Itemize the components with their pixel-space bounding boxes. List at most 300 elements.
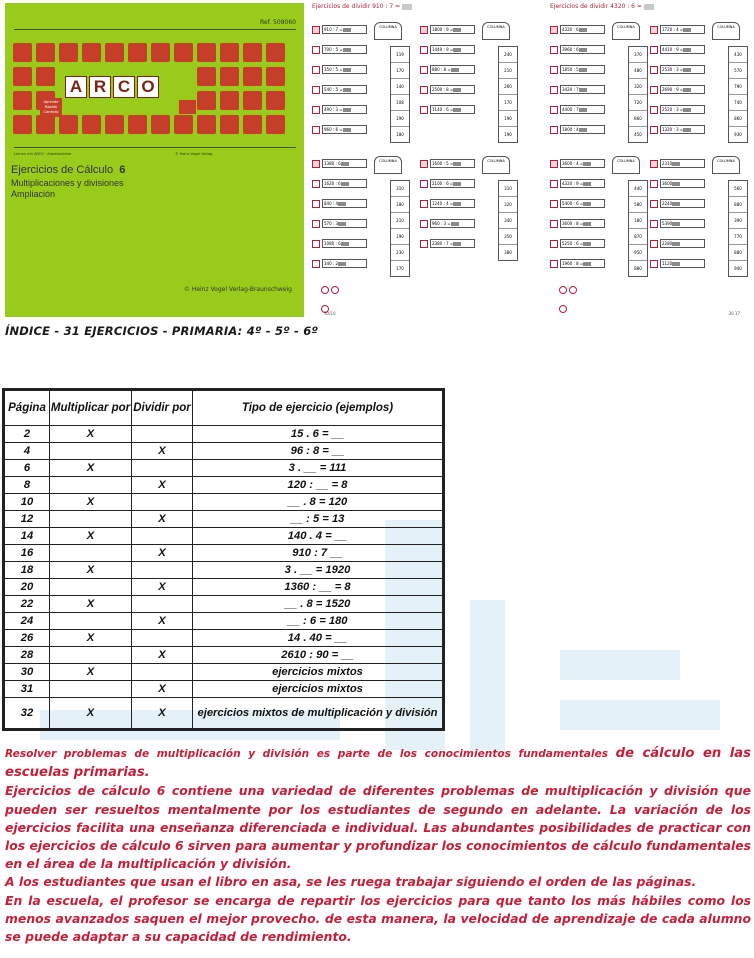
cover-tile: [13, 67, 32, 86]
exercise-number: [650, 66, 658, 74]
answer-cell: 119: [391, 47, 409, 63]
cover-tile: [128, 115, 147, 134]
cover-tile: [197, 43, 216, 62]
description: [5, 744, 751, 946]
header-multiplicar: Multiplicar por: [50, 391, 132, 426]
table-row: [5, 681, 443, 698]
answer-cell: 170: [396, 266, 404, 271]
table-row: [5, 545, 443, 562]
cell-multiplicar: X: [50, 664, 132, 681]
cell-multiplicar: X: [50, 494, 132, 511]
cell-dividir: [132, 494, 193, 511]
answer-cell: 380: [504, 250, 512, 255]
watermark-bar-3: [560, 650, 680, 680]
answer-cell: 180: [396, 132, 404, 137]
cover-tile: [105, 115, 124, 134]
exercise-equation: 2380 : 7 =: [430, 239, 475, 248]
cover-tile: [197, 67, 216, 86]
cell-tipo: 3 . __ = 1920: [193, 562, 443, 579]
exercise-number: [420, 86, 428, 94]
cover-tile: [82, 43, 101, 62]
worksheet-page-right: [548, 0, 754, 318]
header-pagina: Página: [5, 391, 50, 426]
cover-tile: [197, 91, 216, 110]
answer-cell: 140: [391, 79, 409, 95]
exercise-equation: 880 : 8 =: [430, 65, 475, 74]
exercise-equation: 350 : 5 =: [322, 65, 367, 74]
exercise-equation: 490 : 3 =: [322, 105, 367, 114]
answer-column: [728, 180, 748, 277]
answer-cell: 350: [499, 229, 517, 245]
header-dividir: Dividir por: [132, 391, 193, 426]
cell-pagina: 26: [5, 630, 50, 647]
cell-pagina: 18: [5, 562, 50, 579]
exercise-equation: 2500 : 8 =: [430, 85, 475, 94]
answer-cell: 210: [499, 63, 517, 79]
cell-pagina: 24: [5, 613, 50, 630]
cell-multiplicar: [50, 647, 132, 664]
cell-tipo: 1360 : __ = 8: [193, 579, 443, 596]
table-row: [5, 579, 443, 596]
cover-tile: [243, 67, 262, 86]
answer-cell: 930: [734, 132, 742, 137]
cover-tile: [266, 67, 285, 86]
answer-cell: 740: [729, 95, 747, 111]
description-paragraph: A los estudiantes que usan el libro en asa, se les ruega trabajar siguiendo el orden de las páginas.: [5, 874, 697, 890]
exercise-number: [550, 86, 558, 94]
watermark-bar-4: [560, 700, 720, 730]
cell-tipo: 3 . __ = 111: [193, 460, 443, 477]
cell-pagina: 12: [5, 511, 50, 528]
cell-multiplicar: [50, 545, 132, 562]
cell-multiplicar: X: [50, 630, 132, 647]
table-row: [5, 477, 443, 494]
publisher-logo-icon: [179, 100, 196, 114]
table-header-row: [5, 391, 443, 426]
answer-cell: 950: [629, 245, 647, 261]
exercise-number: [650, 220, 658, 228]
answer-column: [390, 46, 410, 143]
exercise-equation: 1960 : 8 =: [560, 259, 605, 268]
table-row: [5, 528, 443, 545]
cover-title: Ejercicios de Cálculo 6: [11, 164, 126, 176]
exercise-number: [550, 46, 558, 54]
answer-cell: 320: [499, 197, 517, 213]
exercise-equation: 3600: [660, 179, 705, 188]
answer-column: [728, 46, 748, 143]
cell-dividir: [132, 562, 193, 579]
answer-cell: 230: [391, 245, 409, 261]
cell-dividir: X: [132, 698, 193, 729]
exercise-equation: 1720 : 4 =: [660, 25, 705, 34]
exercise-number: [312, 200, 320, 208]
exercise-equation: 1320 : 3 =: [660, 125, 705, 134]
cell-tipo: ejercicios mixtos de multiplicación y división: [193, 698, 443, 729]
exercise-number: [312, 240, 320, 248]
cell-tipo: 15 . 6 = __: [193, 426, 443, 443]
arco-letter: A: [65, 76, 87, 98]
answer-cell: 870: [629, 229, 647, 245]
answer-cell: 770: [729, 229, 747, 245]
exercise-equation: 5250 : 6 =: [560, 239, 605, 248]
cover-tile: [13, 91, 32, 110]
cell-tipo: __ : 5 = 13: [193, 511, 443, 528]
exercise-equation: 1140 : 6 =: [430, 105, 475, 114]
exercise-number: [650, 26, 658, 34]
cell-multiplicar: [50, 681, 132, 698]
answer-cell: 940: [734, 266, 742, 271]
cell-pagina: 10: [5, 494, 50, 511]
exercise-number: [312, 86, 320, 94]
cover-tile: [36, 115, 55, 134]
cell-dividir: X: [132, 613, 193, 630]
exercise-equation: 5390: [660, 219, 705, 228]
cell-multiplicar: X: [50, 596, 132, 613]
table-row: [5, 443, 443, 460]
exercise-equation: 2690 : 9 =: [660, 85, 705, 94]
exercise-number: [550, 160, 558, 168]
arco-letter: O: [137, 76, 159, 98]
cover-tile: [174, 115, 193, 134]
cell-tipo: ejercicios mixtos: [193, 681, 443, 698]
exercise-number: [550, 220, 558, 228]
cover-tile: [220, 43, 239, 62]
exercise-number: [420, 106, 428, 114]
exercise-number: [550, 240, 558, 248]
exercise-equation: 3960 : 6: [560, 45, 605, 54]
answer-column: [628, 46, 648, 143]
cover-tiny-left: Lernen mit ARCO · Arbeitsbücher: [14, 152, 72, 156]
cover-tile: [266, 91, 285, 110]
column-title: COLUMNA: [482, 22, 510, 40]
cover-tile: [220, 67, 239, 86]
answer-cell: 880: [729, 197, 747, 213]
exercise-number: [550, 200, 558, 208]
cell-tipo: 910 : 7 __: [193, 545, 443, 562]
column-title: COLUMNA: [612, 156, 640, 174]
answer-cell: 560: [729, 181, 747, 197]
cell-dividir: X: [132, 545, 193, 562]
cell-dividir: X: [132, 681, 193, 698]
description-paragraph: En la escuela, el profesor se encarga de repartir los ejercicios para que tanto los más hábiles como los menos avanzados saquen el mejor provecho. de esta manera, la velocidad de aprendizaje de cada alumno se puede adaptar a su capacidad de rendimiento.: [5, 892, 751, 945]
cover-divider-mid: [14, 147, 296, 148]
exercise-equation: 1380 : 6: [322, 159, 367, 168]
cover-tile: [13, 43, 32, 62]
cell-pagina: 14: [5, 528, 50, 545]
exercise-equation: 960 : 3 =: [430, 219, 475, 228]
exercise-number: [312, 260, 320, 268]
table-row: [5, 647, 443, 664]
exercise-equation: 2530 : 3 =: [660, 65, 705, 74]
exercise-equation: 540 : 5 =: [322, 85, 367, 94]
cell-dividir: X: [132, 579, 193, 596]
exercise-equation: 3600 : 8 =: [560, 219, 605, 228]
cover-publisher: © Heinz Vogel Verlag-Braunschweig: [183, 286, 292, 293]
exercise-number: [650, 260, 658, 268]
exercise-number: [312, 160, 320, 168]
answer-cell: 570: [729, 63, 747, 79]
exercise-number: [650, 126, 658, 134]
table-row: [5, 511, 443, 528]
table-row: [5, 698, 443, 729]
exercise-number: [420, 160, 428, 168]
cover-tile: [197, 115, 216, 134]
cell-pagina: 16: [5, 545, 50, 562]
exercise-number: [420, 26, 428, 34]
exercise-equation: 4320 : 6: [560, 25, 605, 34]
exercise-equation: 2100 : 6 =: [430, 179, 475, 188]
table-row: [5, 562, 443, 579]
exercise-equation: 570 : 3: [322, 219, 367, 228]
answer-cell: 310: [391, 181, 409, 197]
answer-cell: 880: [634, 266, 642, 271]
exercise-equation: 2240: [660, 199, 705, 208]
cover-subtitle-2: Ampliación: [11, 189, 56, 199]
worksheet-footer: 30/10: [324, 311, 336, 316]
answer-cell: 370: [629, 47, 647, 63]
answer-cell: 240: [499, 47, 517, 63]
cell-dividir: X: [132, 647, 193, 664]
exercise-equation: 960 : 6 =: [322, 125, 367, 134]
answer-cell: 390: [729, 213, 747, 229]
cover-tile: [128, 43, 147, 62]
cell-tipo: 120 : __ = 8: [193, 477, 443, 494]
answer-cell: 450: [634, 132, 642, 137]
cell-multiplicar: [50, 579, 132, 596]
exercise-equation: 1080 : 6: [322, 239, 367, 248]
answer-cell: 480: [629, 63, 647, 79]
table-row: [5, 494, 443, 511]
cell-pagina: 28: [5, 647, 50, 664]
cell-multiplicar: X: [50, 698, 132, 729]
exercise-equation: 1120: [660, 259, 705, 268]
arco-letter: C: [113, 76, 135, 98]
cover-tile: [151, 43, 170, 62]
cell-dividir: [132, 630, 193, 647]
answer-cell: 860: [729, 111, 747, 127]
table-row: [5, 460, 443, 477]
exercise-equation: 4400 : 7: [560, 105, 605, 114]
decorative-ornament-icon: [320, 280, 344, 294]
exercise-number: [312, 180, 320, 188]
table-row: [5, 426, 443, 443]
arco-letter: R: [89, 76, 111, 98]
table-row: [5, 664, 443, 681]
description-intro: Resolver problemas de multiplicación y división es parte de los conocimientos fundamentales de cálculo en las escuelas primarias.: [5, 746, 752, 781]
cover-tile: [36, 43, 55, 62]
cell-multiplicar: X: [50, 528, 132, 545]
cover-divider-top: [14, 29, 296, 30]
table-row: [5, 630, 443, 647]
exercise-equation: 910 : 7 =: [322, 25, 367, 34]
cover-tile: [105, 43, 124, 62]
answer-cell: 180: [391, 197, 409, 213]
exercise-number: [420, 240, 428, 248]
cover-tile: [13, 115, 32, 134]
answer-cell: 790: [729, 79, 747, 95]
column-title: COLUMNA: [612, 22, 640, 40]
answer-cell: 190: [391, 111, 409, 127]
cell-dividir: [132, 426, 193, 443]
cell-tipo: __ . 8 = 1520: [193, 596, 443, 613]
answer-cell: 180: [629, 213, 647, 229]
cell-dividir: X: [132, 511, 193, 528]
cell-multiplicar: [50, 477, 132, 494]
cover-tile: [151, 115, 170, 134]
exercise-equation: 4410 : 9 =: [660, 45, 705, 54]
worksheet-footer: 30 17: [728, 311, 740, 316]
column-title: COLUMNA: [374, 156, 402, 174]
exercise-number: [550, 106, 558, 114]
cover-tile: [266, 115, 285, 134]
cell-tipo: __ . 8 = 120: [193, 494, 443, 511]
exercise-number: [550, 66, 558, 74]
exercise-number: [420, 66, 428, 74]
decorative-ornament-icon: [558, 280, 582, 294]
exercise-equation: 4320 : 9 =: [560, 179, 605, 188]
answer-cell: 430: [729, 47, 747, 63]
cell-pagina: 2: [5, 426, 50, 443]
answer-cell: 440: [629, 181, 647, 197]
exercise-number: [312, 126, 320, 134]
cell-multiplicar: [50, 511, 132, 528]
answer-cell: 190: [504, 132, 512, 137]
answer-cell: 720: [629, 95, 647, 111]
exercise-equation: 1620 : 6: [322, 179, 367, 188]
cell-pagina: 8: [5, 477, 50, 494]
table-row: [5, 596, 443, 613]
exercise-number: [312, 26, 320, 34]
cell-dividir: [132, 596, 193, 613]
cell-tipo: 2610 : 90 = __: [193, 647, 443, 664]
cell-multiplicar: [50, 613, 132, 630]
answer-cell: 170: [391, 63, 409, 79]
index-heading: ÍNDICE - 31 EJERCICIOS - PRIMARIA: 4º - 5º - 6º: [5, 324, 319, 338]
cover-tile: [220, 91, 239, 110]
exercise-equation: 2310: [660, 159, 705, 168]
exercise-number: [312, 220, 320, 228]
column-title: COLUMNA: [482, 156, 510, 174]
description-paragraph: Ejercicios de cálculo 6 contiene una variedad de diferentes problemas de multiplicación y división que pueden ser resueltos mentalmente por los estudiantes de segundo en adelante. La variación de los ejercicios facilita una enseñanza diferenciada e individual. Las abundantes posibilidades de practicar con los ejercicios de cálculo 6 sirven para aumentar y profundizar los conocimientos de cálculo fundamentales en el área de la multiplicación y división.: [5, 783, 751, 872]
exercise-number: [650, 160, 658, 168]
cell-pagina: 22: [5, 596, 50, 613]
cover-tiny-right: © Heinz Vogel Verlag: [175, 152, 213, 156]
answer-cell: 320: [629, 79, 647, 95]
cell-dividir: [132, 528, 193, 545]
exercise-number: [312, 46, 320, 54]
cover-badge: Aprende Rapido Correcto: [40, 98, 62, 117]
exercise-number: [650, 240, 658, 248]
exercise-equation: 1850 : 5: [560, 65, 605, 74]
cell-tipo: 14 . 40 = __: [193, 630, 443, 647]
answer-cell: 210: [391, 213, 409, 229]
cover-tile: [59, 115, 78, 134]
book-cover: [5, 3, 304, 317]
cell-pagina: 4: [5, 443, 50, 460]
cover-tile: [243, 115, 262, 134]
cell-multiplicar: X: [50, 460, 132, 477]
watermark-bar-2: [470, 600, 505, 750]
answer-cell: 108: [391, 95, 409, 111]
cell-dividir: X: [132, 443, 193, 460]
cell-tipo: ejercicios mixtos: [193, 664, 443, 681]
answer-cell: 310: [499, 181, 517, 197]
arco-logo: [65, 76, 159, 98]
answer-column: [628, 180, 648, 277]
cover-ref: Ref. 508060: [260, 19, 296, 26]
table-row: [5, 613, 443, 630]
cell-dividir: X: [132, 477, 193, 494]
exercise-equation: 2520 : 3 =: [660, 105, 705, 114]
cover-tile: [243, 43, 262, 62]
answer-column: [390, 180, 410, 277]
exercise-index-table: [4, 390, 443, 729]
exercise-number: [420, 200, 428, 208]
cell-pagina: 6: [5, 460, 50, 477]
cell-tipo: 140 . 4 = __: [193, 528, 443, 545]
answer-cell: 260: [499, 79, 517, 95]
cover-subtitle-1: Multiplicaciones y divisiones: [11, 178, 124, 188]
exercise-number: [550, 180, 558, 188]
cell-pagina: 20: [5, 579, 50, 596]
answer-cell: 340: [499, 213, 517, 229]
column-title: COLUMNA: [712, 156, 740, 174]
answer-cell: 190: [499, 111, 517, 127]
cover-tile: [243, 91, 262, 110]
cell-multiplicar: X: [50, 562, 132, 579]
exercise-number: [312, 106, 320, 114]
exercise-number: [650, 106, 658, 114]
exercise-number: [550, 260, 558, 268]
answer-column: [498, 180, 518, 261]
exercise-number: [420, 220, 428, 228]
column-title: COLUMNA: [712, 22, 740, 40]
exercise-number: [550, 26, 558, 34]
cell-multiplicar: [50, 443, 132, 460]
cell-dividir: [132, 664, 193, 681]
cover-tile: [59, 43, 78, 62]
worksheet-heading: Ejercicios de dividir 4320 : 6 =: [550, 3, 654, 10]
answer-cell: 190: [391, 229, 409, 245]
exercise-number: [312, 66, 320, 74]
worksheet-page-left: [310, 0, 536, 318]
exercise-equation: 3420 : 7: [560, 85, 605, 94]
header-tipo: Tipo de ejercicio (ejemplos): [193, 391, 443, 426]
cell-multiplicar: X: [50, 426, 132, 443]
exercise-equation: 2280: [660, 239, 705, 248]
answer-cell: 580: [629, 197, 647, 213]
cell-tipo: 96 : 8 = __: [193, 443, 443, 460]
cover-tile: [82, 115, 101, 134]
exercise-equation: 1600 : 5 =: [430, 159, 475, 168]
cell-tipo: __ : 6 = 180: [193, 613, 443, 630]
exercise-equation: 700 : 5 =: [322, 45, 367, 54]
worksheet-heading: Ejercicios de dividir 910 : 7 =: [312, 3, 412, 10]
exercise-equation: 3600 : 4 =: [560, 159, 605, 168]
exercise-equation: 340 : 2: [322, 259, 367, 268]
exercise-equation: 840 : 4: [322, 199, 367, 208]
exercise-number: [550, 126, 558, 134]
exercise-number: [650, 86, 658, 94]
cover-tile: [36, 67, 55, 86]
answer-cell: 860: [629, 111, 647, 127]
cell-pagina: 32: [5, 698, 50, 729]
exercise-number: [420, 46, 428, 54]
exercise-equation: 1800 : 4: [560, 125, 605, 134]
exercise-equation: 1800 : 9 =: [430, 25, 475, 34]
cell-pagina: 31: [5, 681, 50, 698]
cover-tile: [266, 43, 285, 62]
